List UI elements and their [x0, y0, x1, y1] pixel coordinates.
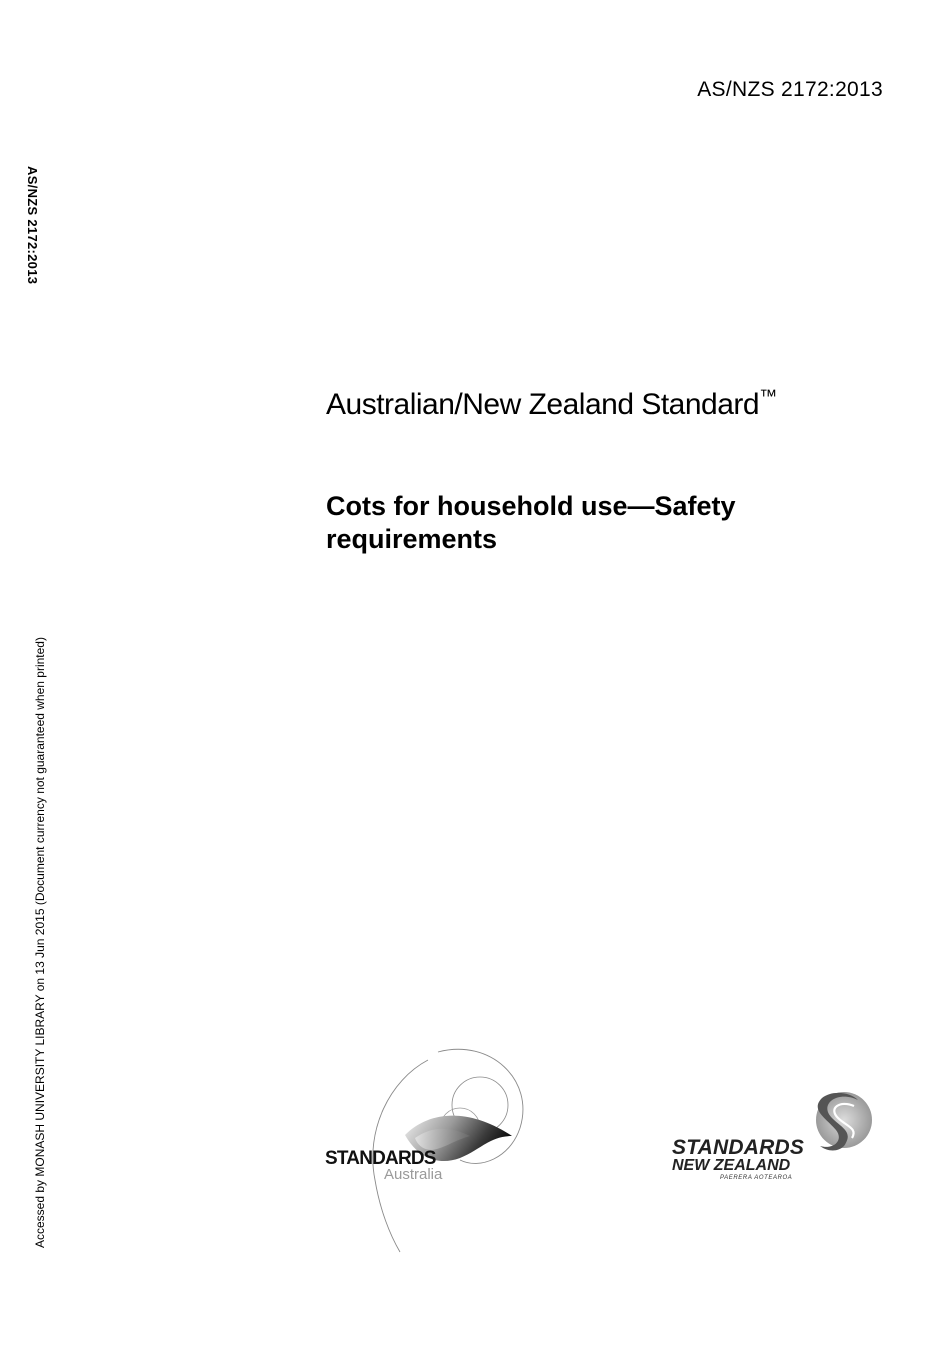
trademark-symbol: ™: [759, 386, 777, 406]
standards-new-zealand-logo: [668, 1086, 878, 1186]
access-note: Accessed by MONASH UNIVERSITY LIBRARY on 13 Jun 2015 (Document currency not guaranteed when printed): [33, 637, 47, 1248]
side-document-number: AS/NZS 2172:2013: [25, 166, 40, 285]
sa-wordmark-australia: Australia: [384, 1166, 443, 1183]
sa-wordmark-standards: STANDARDS: [325, 1148, 436, 1169]
standard-series-title: [326, 386, 777, 422]
document-number: AS/NZS 2172:2013: [697, 78, 883, 101]
document-title: [326, 490, 846, 556]
standards-australia-logo: [320, 1040, 540, 1260]
snz-wordmark-new-zealand: NEW ZEALAND: [672, 1157, 791, 1174]
title-line-2: requirements: [326, 524, 498, 554]
snz-wordmark-standards: STANDARDS: [672, 1136, 805, 1159]
title-line-1: Cots for household use—Safety: [326, 491, 736, 521]
series-label: Australian/New Zealand Standard: [326, 388, 760, 421]
snz-wordmark-maori: PAERERA AOTEAROA: [720, 1175, 793, 1181]
